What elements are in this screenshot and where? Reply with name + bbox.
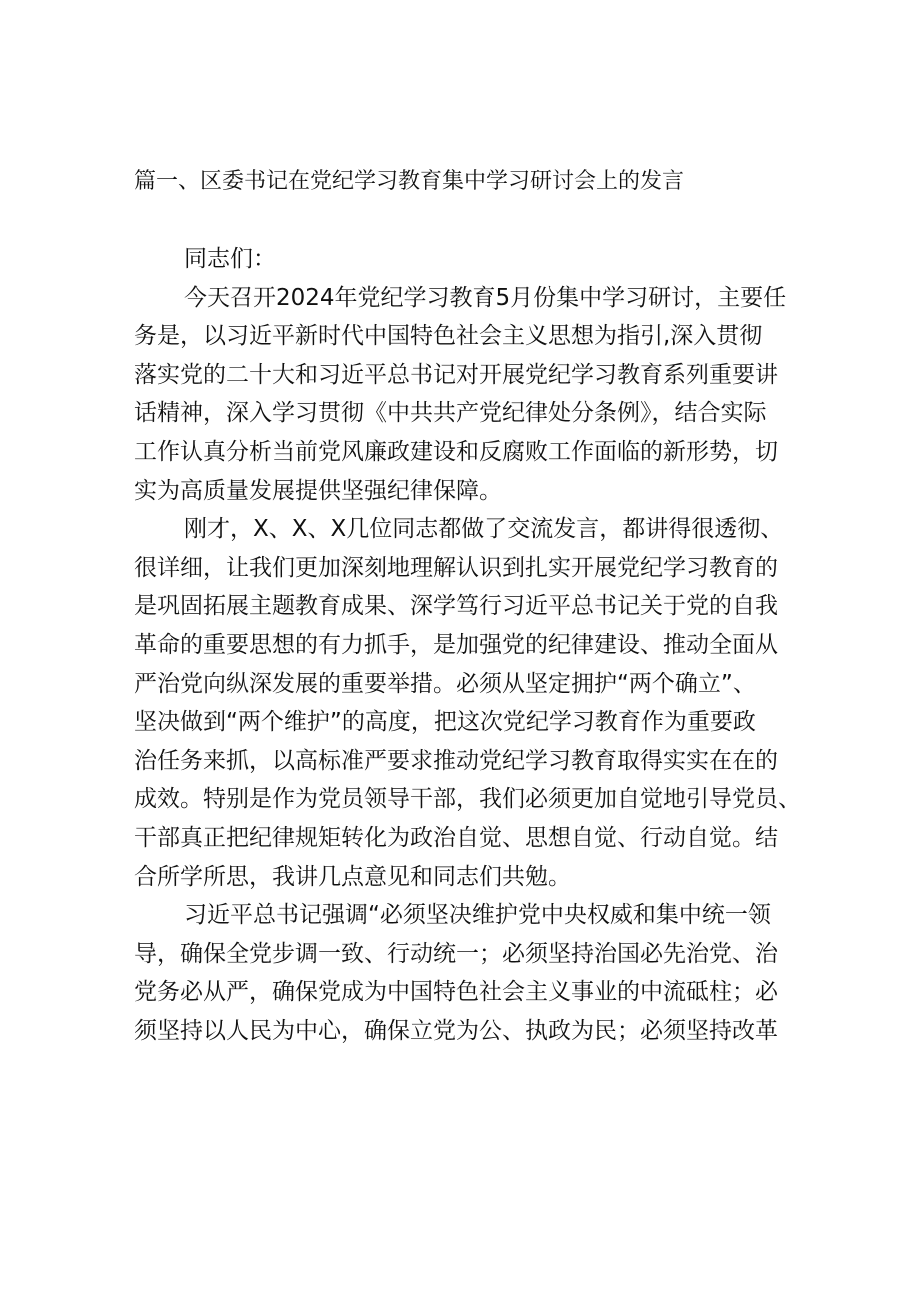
paragraph-line: 严治党向纵深发展的重要举措。必须从坚定拥护“两个确立”、 xyxy=(134,670,756,697)
paragraph-line: 坚决做到“两个维护”的高度，把这次党纪学习教育作为重要政 xyxy=(134,709,756,736)
paragraph-line: 成效。特别是作为党员领导干部，我们必须更加自觉地引导党员、 xyxy=(134,786,801,813)
paragraph-line: 务是，以习近平新时代中国特色社会主义思想为指引,深入贯彻 xyxy=(134,323,763,350)
paragraph-line: 今天召开2024年党纪学习教育5月份集中学习研讨，主要任 xyxy=(184,284,787,311)
paragraph-line: 合所学所思，我讲几点意见和同志们共勉。 xyxy=(134,863,571,890)
paragraph-line: 须坚持以人民为中心，确保立党为公、执政为民；必须坚持改革 xyxy=(134,1017,778,1044)
document-body xyxy=(134,240,801,1050)
paragraph-line: 党务必从严，确保党成为中国特色社会主义事业的中流砥柱；必 xyxy=(134,979,778,1006)
paragraph-line: 话精神，深入学习贯彻《中共共产党纪律处分条例》，结合实际 xyxy=(134,400,767,427)
paragraph-line: 刚才，X、X、X几位同志都做了交流发言，都讲得很透彻、 xyxy=(184,516,784,543)
paragraph-line: 实为高质量发展提供坚强纪律保障。 xyxy=(134,477,502,504)
document-title: 篇一、区委书记在党纪学习教育集中学习研讨会上的发言 xyxy=(134,169,685,194)
paragraph-line: 是巩固拓展主题教育成果、深学笃行习近平总书记关于党的自我 xyxy=(134,593,778,620)
paragraph-1 xyxy=(134,279,787,511)
paragraph-line: 很详细，让我们更加深刻地理解认识到扎实开展党纪学习教育的 xyxy=(134,554,778,581)
paragraph-3 xyxy=(134,896,784,1050)
paragraph-line: 落实党的二十大和习近平总书记对开展党纪学习教育系列重要讲 xyxy=(134,361,778,388)
paragraph-2 xyxy=(134,510,801,896)
paragraph-line: 导，确保全党步调一致、行动统一；必须坚持治国必先治党、治 xyxy=(134,940,778,967)
paragraph-line: 工作认真分析当前党风廉政建设和反腐败工作面临的新形势，切 xyxy=(134,438,778,465)
paragraph-line: 治任务来抓，以高标准严要求推动党纪学习教育取得实实在在的 xyxy=(134,747,778,774)
paragraph-line: 干部真正把纪律规矩转化为政治自觉、思想自觉、行动自觉。结 xyxy=(134,824,778,851)
paragraph-line: 革命的重要思想的有力抓手，是加强党的纪律建设、推动全面从 xyxy=(134,631,778,658)
greeting: 同志们： xyxy=(184,246,276,272)
paragraph-line: 习近平总书记强调“必须坚决维护党中央权威和集中统一领 xyxy=(184,902,771,929)
